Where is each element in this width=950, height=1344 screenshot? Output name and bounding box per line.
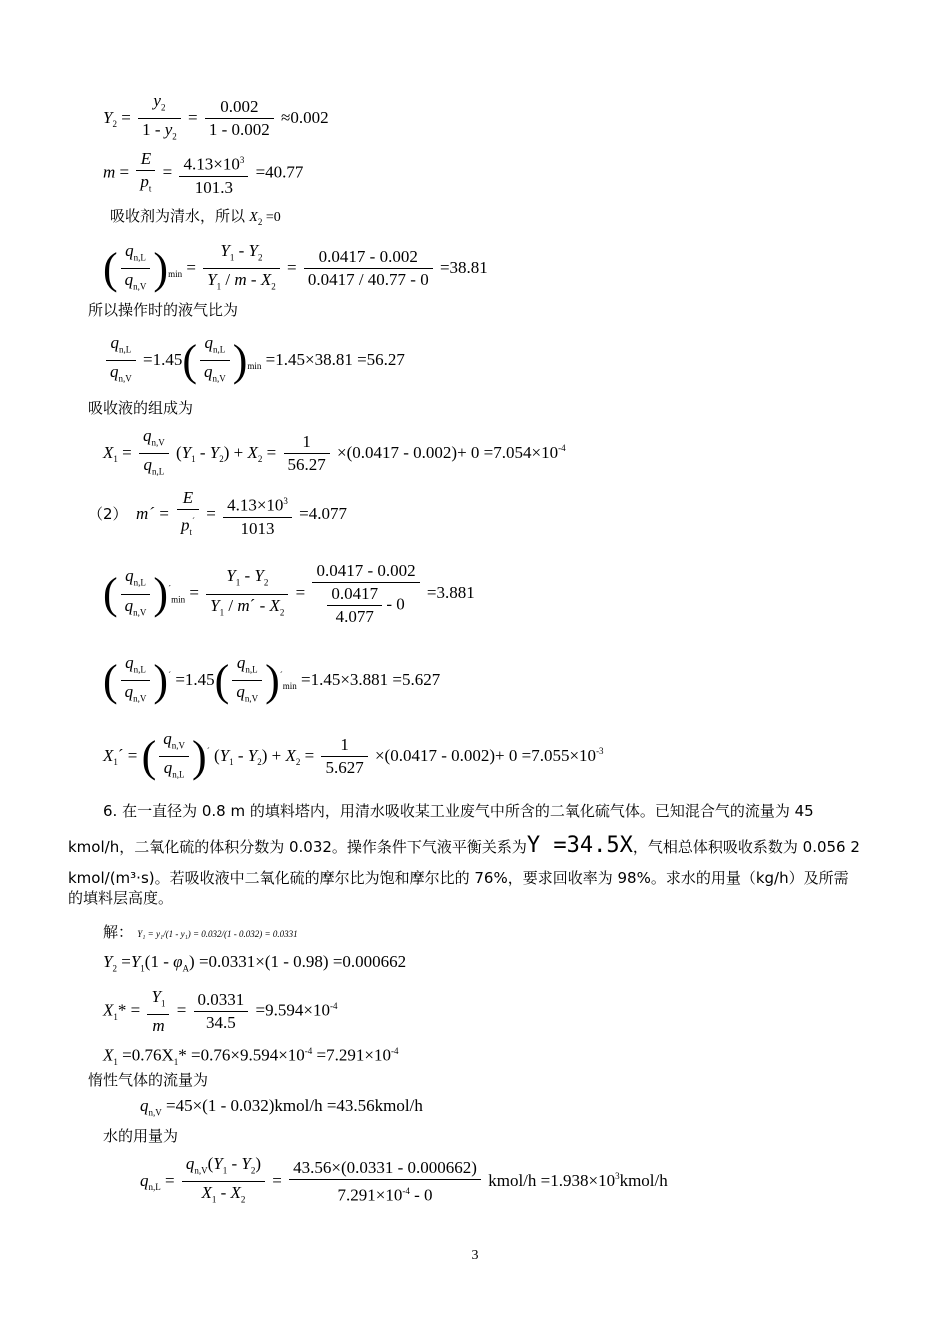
equation-y2-recovery: $Y_2 =Y_1(1 - \varphi_A) =0.0331\times(1 - 0.98) =0.000662$ [103,952,407,974]
equation-inert-flow: $q_{n,V} =45\times(1$ - 0.032)kmol/h =43.56kmol/h [140,1096,423,1118]
equation-y2: $Y_2$ = $\frac{y_2}{1 - y_2}$ = $\frac{0.002}{1 - 0.002}$ ≈0.002 [103,90,329,148]
equation-x1-actual: $X_1 =0.76X_1* =0.76\times 9.594\times 10^{-4} =7.291\times 10^{-4}$ [103,1045,399,1068]
problem-6-text: 6. 在一直径为 0.8 m 的填料塔内，用清水吸收某工业废气中所含的二氧化硫气体。已知混合气的流量为 45 kmol/h，二氧化硫的体积分数为 0.032。操作条件下气液平衡关系为Y =34.5X，气相总体积吸收系数为 0.056 2 kmol/(m³·s)。若吸收液中二氧化硫的摩尔比为饱和摩尔比的 76%，要求回收率为 98%。求水的用量（kg/h）及所需 的填料层高度。 [68,802,860,907]
equation-x1: $X_1$ = $\frac{q_{n,V}}{q_{n,L}}$ $(Y_1 - Y_2) + X_2$ = $\frac{1}{56.27}$ $\times(0.0417 - 0.002)+ 0 =7.054\times 10^{-4}$ [103,425,566,483]
equation-operating-ratio: $\frac{q_{n,L}}{q_{n,V}}$ =1.45( $\frac{q_{n,L}}{q_{n,V}}$ )$_{min} =1.45\times 38.81 =56.27$ [103,332,405,390]
note-solution-composition: 吸收液的组成为 [88,399,194,417]
solve-label: 解： Y₁ = y₁/(1 - y₁) = 0.032/(1 - 0.032) = 0.0331 [103,923,298,941]
equation-x1-star: $X_1*$ = $\frac{Y_1}{m}$ = $\frac{0.0331}{34.5}$ $=9.594\times 10^{-4}$ [103,987,338,1036]
note-water-usage: 水的用量为 [103,1127,179,1145]
note-clean-water: 吸收剂为清水，所以 $X_2 =0$ [110,207,281,227]
page-number: 3 [471,1248,479,1263]
equation-x1-prime: $X_1´$ = ( $\frac{q_{n,V}}{q_{n,L}}$ )´ $(Y_1 - Y_2) + X_2$ = $\frac{1}{5.627}$ $\times(0.0417 - 0.002)+ 0 =7.055\times 10^{-3}$ [103,728,604,786]
equation-m-prime: （2） m´ = $\frac{E}{p_t^´}$ = $\frac{4.13\times 10^3}{1013}$ =4.077 [88,487,347,543]
note-operating-ratio: 所以操作时的液气比为 [88,301,239,319]
equation-water-flow: $q_{n,L}$ = $\frac{q_{n,V}(Y_1 - Y_2)}{X_1 - X_2}$ = $\frac{43.56\times(0.0331 - 0.000662)}{7.291\times 10^{-4} - 0}$ kmol/h $=1.938\times 10^3kmol/h$ [140,1153,668,1211]
equation-min-ratio: ( $\frac{q_{n,L}}{q_{n,V}}$ )$_{min}$ = $\frac{Y_1 - Y_2}{Y_1 / m - X_2}$ = $\frac{0.0417 - 0.002}{0.0417 / 40.77 - 0}$ =38.81 [103,240,488,298]
equation-m: m = $\frac{E}{p_t}$ = $\frac{4.13\times 10^3}{101.3}$ =40.77 [103,148,303,199]
equation-operating-ratio-prime: ( $\frac{q_{n,L}}{q_{n,V}}$ )´ =1.45( $\frac{q_{n,L}}{q_{n,V}}$ )$^´_{min} =1.45\times 3.881 =5.627$ [103,652,440,710]
equation-min-ratio-prime: ( $\frac{q_{n,L}}{q_{n,V}}$ )$^´_{min}$ = $\frac{Y_1 - Y_2}{Y_1 / m´ - X_2}$ = 0.0417 - 0.002 $\frac{0.0417}{4.077}$ - 0 =3.881 [103,561,475,626]
note-inert-gas: 惰性气体的流量为 [88,1071,209,1089]
